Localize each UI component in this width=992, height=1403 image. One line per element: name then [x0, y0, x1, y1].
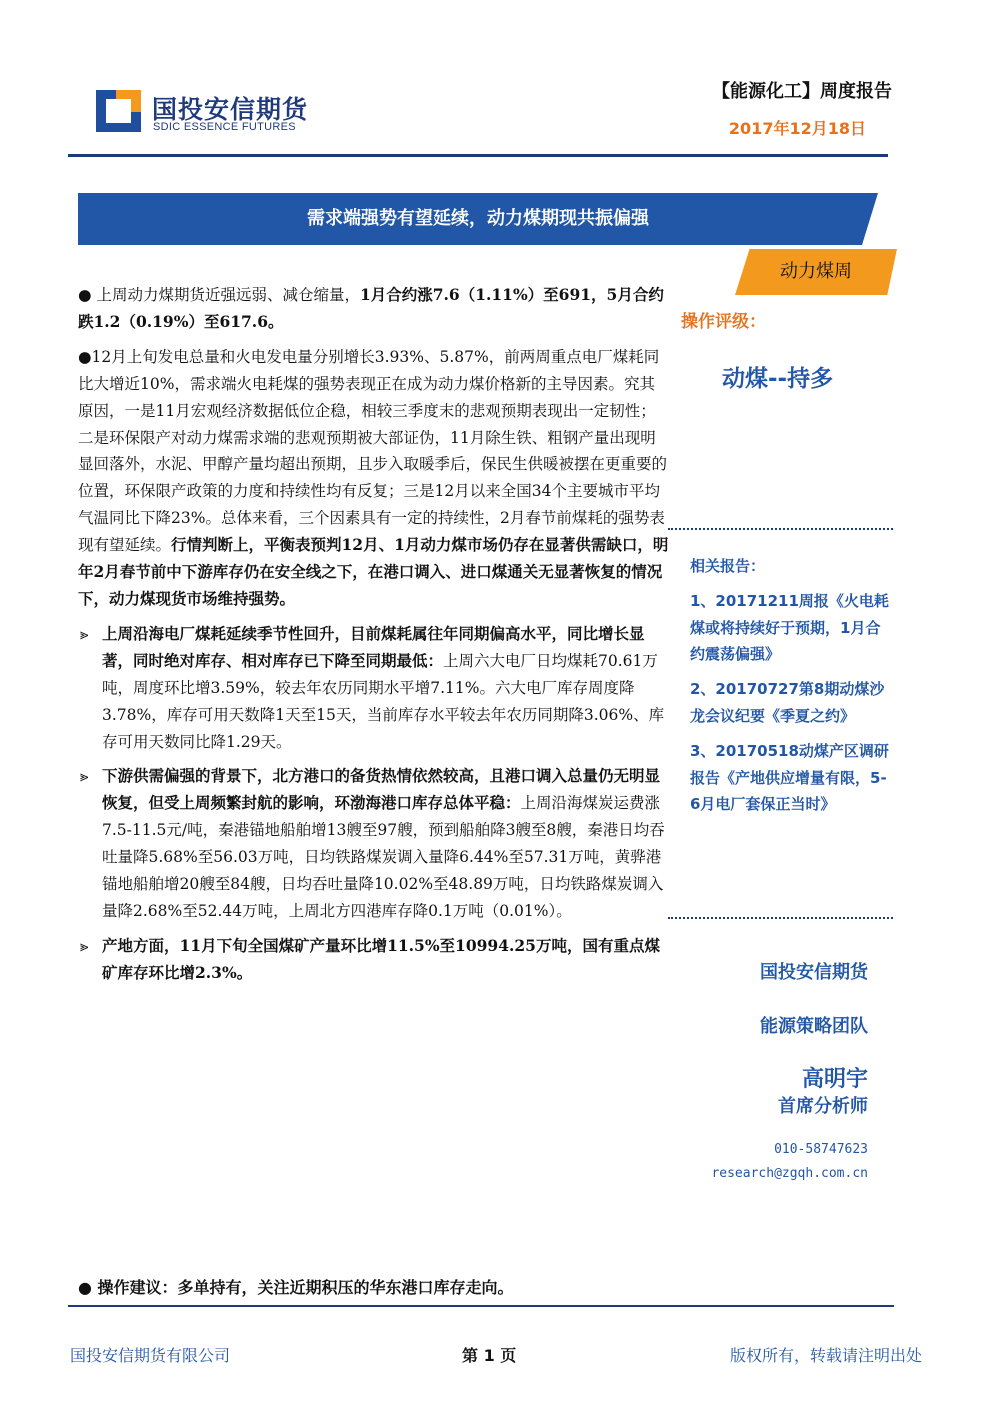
summary-bullet-production: ⪢ 产地方面，11月下旬全国煤矿产量环比增11.5%至10994.25万吨，国有重点煤矿库存环比增2.3%。 — [78, 933, 670, 987]
summary-body — [78, 282, 670, 995]
arrow-bullet-icon: ⪢ — [80, 936, 89, 955]
analyst-title: 首席分析师 — [778, 1096, 868, 1117]
related-reports — [690, 553, 890, 826]
footer-company: 国投安信期货有限公司 — [70, 1346, 231, 1365]
analyst-name: 高明宇 — [801, 1067, 868, 1092]
logo-english-name: SDIC ESSENCE FUTURES — [153, 121, 296, 133]
sidebar-divider — [668, 917, 893, 919]
related-report-item[interactable]: 3、20170518动煤产区调研报告《产地供应增量有限，5-6月电厂套保正当时》 — [690, 741, 889, 814]
arrow-bullet-icon: ⪢ — [80, 624, 89, 643]
related-reports-heading: 相关报告： — [690, 557, 766, 575]
logo-chinese-name: 国投安信期货 — [152, 95, 309, 124]
report-type: 【能源化工】周度报告 — [712, 81, 892, 102]
rating-value: 动煤--持多 — [722, 366, 834, 392]
rating-label: 操作评级： — [681, 312, 766, 332]
summary-bullet-ports: ⪢ 下游供需偏强的背景下，北方港口的备货热情依然较高，且港口调入总量仍无明显恢复，但受上周频繁封航的影响，环渤海港口库存总体平稳：上周沿海煤炭运费涨7.5-11.5元/吨，秦港锚地船舶增13艘至97艘，预到船舶降3艘至8艘，秦港日均吞吐量降5.68%至56.03万吨，日均铁路煤炭调入量降6.44%至57.31万吨，黄骅港锚地船舶增20艘至84艘，日均吞吐量降10.02%至48.89万吨，日均铁路煤炭调入量降2.68%至52.44万吨，上周北方四港库存降0.1万吨（0.01%）。 — [78, 763, 670, 924]
summary-paragraph-1: ● 上周动力煤期货近强远弱、减仓缩量，1月合约涨7.6（1.11%）至691，5月合约跌1.2（0.19%）至617.6。 — [78, 285, 664, 331]
category-tag: 动力煤周 — [780, 261, 852, 282]
arrow-bullet-icon: ⪢ — [80, 767, 89, 786]
sidebar-divider — [668, 528, 893, 530]
summary-paragraph-2: ●12月上旬发电总量和火电发电量分别增长3.93%、5.87%，前两周重点电厂煤耗同比大增近10%，需求端火电耗煤的强势表现正在成为动力煤价格新的主导因素。究其原因，一是11月宏观经济数据低位企稳，相较三季度末的悲观预期表现出一定韧性；二是环保限产对动力煤需求端的悲观预期被大部证伪，11月除生铁、粗钢产量出现明显回落外，水泥、甲醇产量均超出预期，且步入取暖季后，保民生供暖被摆在更重要的位置，环保限产政策的力度和持续性均有反复；三是12月以来全国34个主要城市平均气温同比下降23%。总体来看，三个因素具有一定的持续性，2月春节前煤耗的强势表现有望延续。行情判断上，平衡表预判12月、1月动力煤市场仍存在显著供需缺口，明年2月春节前中下游库存仍在安全线之下，在港口调入、进口煤通关无显著恢复的情况下，动力煤现货市场维持强势。 — [78, 347, 669, 608]
analyst-email[interactable]: research@zgqh.com.cn — [711, 1166, 868, 1181]
page-number: 第 1 页 — [462, 1346, 517, 1365]
related-report-item[interactable]: 1、20171211周报《火电耗煤或将持续好于预期，1月合约震荡偏强》 — [690, 591, 889, 664]
report-title: 需求端强势有望延续，动力煤期现共振偏强 — [307, 208, 649, 229]
report-date: 2017年12月18日 — [728, 119, 866, 138]
team-name: 能源策略团队 — [760, 1016, 868, 1037]
related-report-item[interactable]: 2、20170727第8期动煤沙龙会议纪要《季夏之约》 — [690, 680, 885, 725]
analyst-phone: 010-58747623 — [774, 1142, 868, 1157]
summary-bullet-power-plants: ⪢ 上周沿海电厂煤耗延续季节性回升，目前煤耗属往年同期偏高水平，同比增长显著，同时绝对库存、相对库存已下降至同期最低：上周六大电厂日均煤耗70.61万吨，周度环比增3.59%，较去年农历同期水平增7.11%。六大电厂库存周度降3.78%，库存可用天数降1天至15天，当前库存水平较去年农历同期降3.06%、库存可用天数同比降1.29天。 — [78, 621, 670, 756]
team-company: 国投安信期货 — [760, 962, 868, 983]
copyright-notice: 版权所有，转载请注明出处 — [729, 1346, 922, 1365]
logo-mark-icon — [96, 90, 141, 132]
operation-suggestion: ● 操作建议：多单持有，关注近期积压的华东港口库存走向。 — [78, 1278, 514, 1297]
footer-divider — [68, 1305, 894, 1307]
header-divider — [68, 154, 888, 157]
